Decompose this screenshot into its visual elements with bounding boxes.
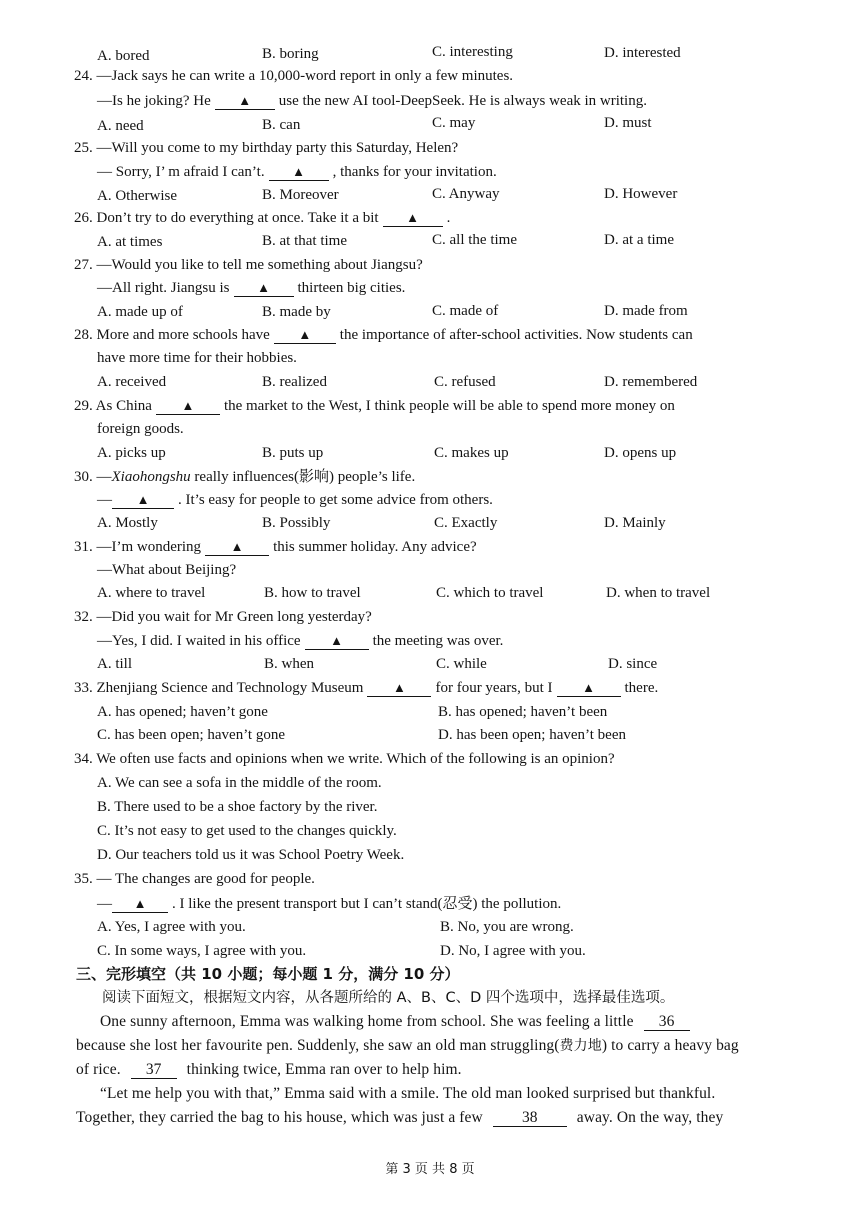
- q25-option-a: A. Otherwise: [97, 188, 177, 204]
- q33-option-b: B. has opened; haven’t been: [438, 704, 608, 720]
- q35-line2-cn: 忍受: [442, 894, 473, 912]
- blank-38: 38: [493, 1109, 567, 1127]
- q25-line2: [97, 162, 497, 182]
- q28-option-a: A. received: [97, 374, 167, 390]
- q29-option-d: D. opens up: [604, 445, 677, 461]
- q29-line2: foreign goods.: [97, 421, 184, 437]
- blank-triangle-icon: ▲: [238, 93, 252, 108]
- passage-line5-b: away. On the way, they: [576, 1109, 724, 1126]
- q27-option-c: C. made of: [432, 303, 499, 319]
- q29-option-c: C. makes up: [434, 445, 509, 461]
- q28-line1-a: 28. More and more schools have: [74, 327, 270, 343]
- q24-line2-b: use the new AI tool-DeepSeek. He is always weak in writing.: [278, 93, 647, 109]
- blank-triangle-icon: ▲: [136, 492, 150, 507]
- q29-option-b: B. puts up: [262, 445, 324, 461]
- q33-line1-b: for four years, but I: [435, 680, 553, 696]
- q28-line2: have more time for their hobbies.: [97, 350, 297, 366]
- q30-option-a: A. Mostly: [97, 515, 158, 531]
- q30-line2: [97, 490, 493, 510]
- q27-line2: [97, 278, 405, 298]
- q23-option-b: B. boring: [262, 46, 319, 62]
- q30-line2-a: —: [97, 492, 112, 508]
- q27-option-d: D. made from: [604, 303, 688, 319]
- q35-line1: 35. — The changes are good for people.: [74, 871, 315, 887]
- blank-triangle-icon: ▲: [582, 680, 595, 695]
- q27-line1: 27. —Would you like to tell me something about Jiangsu?: [74, 257, 423, 273]
- q28-option-c: C. refused: [434, 374, 496, 390]
- q31-line1-b: this summer holiday. Any advice?: [273, 539, 477, 555]
- q25-blank: [269, 164, 329, 181]
- blank-36: 36: [644, 1013, 690, 1031]
- q33-line1-a: 33. Zhenjiang Science and Technology Museum: [74, 680, 364, 696]
- q24-option-b: B. can: [262, 117, 301, 133]
- passage-line3: [76, 1060, 462, 1080]
- q29-option-a: A. picks up: [97, 445, 166, 461]
- q30-line1-c: ) people’s life.: [328, 469, 416, 485]
- q23-option-c: C. interesting: [432, 44, 513, 60]
- q30-app-name: Xiaohongshu: [111, 469, 191, 485]
- q26-option-a: A. at times: [97, 234, 163, 250]
- q26-line1: [74, 208, 450, 228]
- q35-option-c: C. In some ways, I agree with you.: [97, 943, 307, 959]
- q33-line1-c: there.: [624, 680, 659, 696]
- passage-line1-text: One sunny afternoon, Emma was walking home from school. She was feeling a little: [100, 1013, 634, 1030]
- q35-line2-b: . I like the present transport but I can’t stand(: [172, 896, 443, 912]
- q24-line2: [97, 91, 647, 111]
- passage-line3-a: of rice.: [76, 1061, 121, 1078]
- section-3-title: 三、完形填空（共 10 小题；每小题 1 分，满分 10 分）: [76, 965, 460, 983]
- passage-line5: [76, 1108, 723, 1128]
- q32-line2: [97, 631, 503, 651]
- passage-line2: [76, 1036, 739, 1056]
- q29-line1-b: the market to the West, I think people will be able to spend more money on: [223, 398, 675, 414]
- q33-line1: [74, 678, 658, 698]
- q31-line1-a: 31. —I’m wondering: [74, 539, 202, 555]
- q31-line2: —What about Beijing?: [97, 562, 237, 578]
- passage-line1: [100, 1012, 690, 1032]
- q27-line2-a: —All right. Jiangsu is: [97, 280, 230, 296]
- passage-line2-cn: 费力地: [559, 1038, 602, 1054]
- q30-line1: [74, 466, 415, 487]
- q29-line1-a: 29. As China: [74, 398, 152, 414]
- q35-option-d: D. No, I agree with you.: [440, 943, 586, 959]
- q34-option-d: D. Our teachers told us it was School Poetry Week.: [97, 847, 405, 863]
- q35-line2-a: —: [97, 896, 112, 912]
- q25-line2-a: — Sorry, I’ m afraid I can’t.: [97, 164, 265, 180]
- q24-line1: 24. —Jack says he can write a 10,000-word report in only a few minutes.: [74, 68, 514, 84]
- q24-line2-a: —Is he joking? He: [97, 93, 211, 109]
- q26-line1-a: 26. Don’t try to do everything at once. Take it a bit: [74, 210, 379, 226]
- q30-blank: [112, 492, 174, 509]
- q32-option-d: D. since: [608, 656, 658, 672]
- q35-option-b: B. No, you are wrong.: [440, 919, 574, 935]
- q25-line2-b: , thanks for your invitation.: [332, 164, 497, 180]
- q26-blank: [383, 210, 443, 227]
- passage-line2-a: because she lost her favourite pen. Suddenly, she saw an old man struggling(: [76, 1037, 560, 1054]
- q33-option-c: C. has been open; haven’t gone: [97, 727, 286, 743]
- blank-triangle-icon: ▲: [181, 398, 195, 413]
- q23-option-a: A. bored: [97, 48, 150, 64]
- passage-line5-a: Together, they carried the bag to his house, which was just a few: [76, 1109, 483, 1126]
- q32-blank: [305, 633, 369, 650]
- passage-line4: “Let me help you with that,” Emma said with a smile. The old man looked surprised but thankful.: [100, 1085, 716, 1102]
- q32-option-c: C. while: [436, 656, 487, 672]
- q28-line1: [74, 325, 693, 345]
- q29-line1: [74, 396, 675, 416]
- blank-triangle-icon: ▲: [298, 327, 312, 342]
- q32-line2-b: the meeting was over.: [372, 633, 504, 649]
- q31-option-c: C. which to travel: [436, 585, 544, 601]
- q30-option-d: D. Mainly: [604, 515, 666, 531]
- q30-line1-cn: 影响: [298, 467, 329, 485]
- q33-option-a: A. has opened; haven’t gone: [97, 704, 268, 720]
- q27-blank: [234, 280, 294, 297]
- q32-option-a: A. till: [97, 656, 133, 672]
- q25-option-d: D. However: [604, 186, 678, 202]
- q31-option-a: A. where to travel: [97, 585, 206, 601]
- blank-triangle-icon: ▲: [406, 210, 420, 225]
- q28-blank: [274, 327, 336, 344]
- q33-option-d: D. has been open; haven’t been: [438, 727, 626, 743]
- blank-triangle-icon: ▲: [292, 164, 306, 179]
- section-3-instruction: 阅读下面短文，根据短文内容，从各题所给的 A、B、C、D 四个选项中，选择最佳选项。: [102, 990, 675, 1006]
- q30-line2-b: . It’s easy for people to get some advice from others.: [178, 492, 493, 508]
- q27-option-b: B. made by: [262, 304, 331, 320]
- q26-line1-b: .: [446, 210, 451, 226]
- blank-triangle-icon: ▲: [133, 896, 147, 911]
- q30-option-b: B. Possibly: [262, 515, 331, 531]
- page-footer: 第 3 页 共 8 页: [385, 1162, 475, 1177]
- q28-option-b: B. realized: [262, 374, 327, 390]
- q30-line1-a: 30. —: [74, 469, 112, 485]
- blank-triangle-icon: ▲: [257, 280, 270, 295]
- q32-line2-a: —Yes, I did. I waited in his office: [97, 633, 301, 649]
- q25-option-c: C. Anyway: [432, 186, 500, 202]
- q35-blank: [112, 896, 168, 913]
- q27-option-a: A. made up of: [97, 304, 183, 320]
- q28-line1-b: the importance of after-school activities. Now students can: [339, 327, 693, 343]
- q33-blank-2: [557, 680, 621, 697]
- q31-blank: [205, 539, 269, 556]
- q31-option-d: D. when to travel: [606, 585, 711, 601]
- q35-line2: [97, 893, 561, 914]
- passage-line2-b: ) to carry a heavy bag: [601, 1037, 739, 1054]
- q34-option-c: C. It’s not easy to get used to the changes quickly.: [97, 823, 397, 839]
- q26-option-c: C. all the time: [432, 232, 517, 248]
- q30-option-c: C. Exactly: [434, 515, 498, 531]
- blank-triangle-icon: ▲: [230, 539, 244, 554]
- q34-option-b: B. There used to be a shoe factory by the river.: [97, 799, 378, 815]
- q35-line2-c: ) the pollution.: [472, 896, 562, 912]
- q35-option-a: A. Yes, I agree with you.: [97, 919, 246, 935]
- q23-option-d: D. interested: [604, 45, 681, 61]
- q34-option-a: A. We can see a sofa in the middle of the room.: [97, 775, 382, 791]
- q25-option-b: B. Moreover: [262, 187, 339, 203]
- q24-option-c: C. may: [432, 115, 476, 131]
- q32-option-b: B. when: [264, 656, 314, 672]
- q24-blank: [215, 93, 275, 110]
- q26-option-d: D. at a time: [604, 232, 674, 248]
- q31-line1: [74, 537, 477, 557]
- q28-option-d: D. remembered: [604, 374, 698, 390]
- passage-line3-b: thinking twice, Emma ran over to help him.: [186, 1061, 462, 1078]
- q25-line1: 25. —Will you come to my birthday party this Saturday, Helen?: [74, 140, 459, 156]
- blank-triangle-icon: ▲: [393, 680, 406, 695]
- q29-blank: [156, 398, 220, 415]
- blank-triangle-icon: ▲: [330, 633, 344, 648]
- q32-line1: 32. —Did you wait for Mr Green long yesterday?: [74, 609, 372, 625]
- q31-option-b: B. how to travel: [264, 585, 361, 601]
- q26-option-b: B. at that time: [262, 233, 347, 249]
- blank-37: 37: [131, 1061, 177, 1079]
- q24-option-a: A. need: [97, 118, 144, 134]
- q33-blank-1: [367, 680, 431, 697]
- q24-option-d: D. must: [604, 115, 652, 131]
- q27-line2-b: thirteen big cities.: [297, 280, 406, 296]
- q34-line1: 34. We often use facts and opinions when we write. Which of the following is an opinion?: [74, 751, 615, 767]
- q30-line1-b: really influences(: [190, 469, 299, 485]
